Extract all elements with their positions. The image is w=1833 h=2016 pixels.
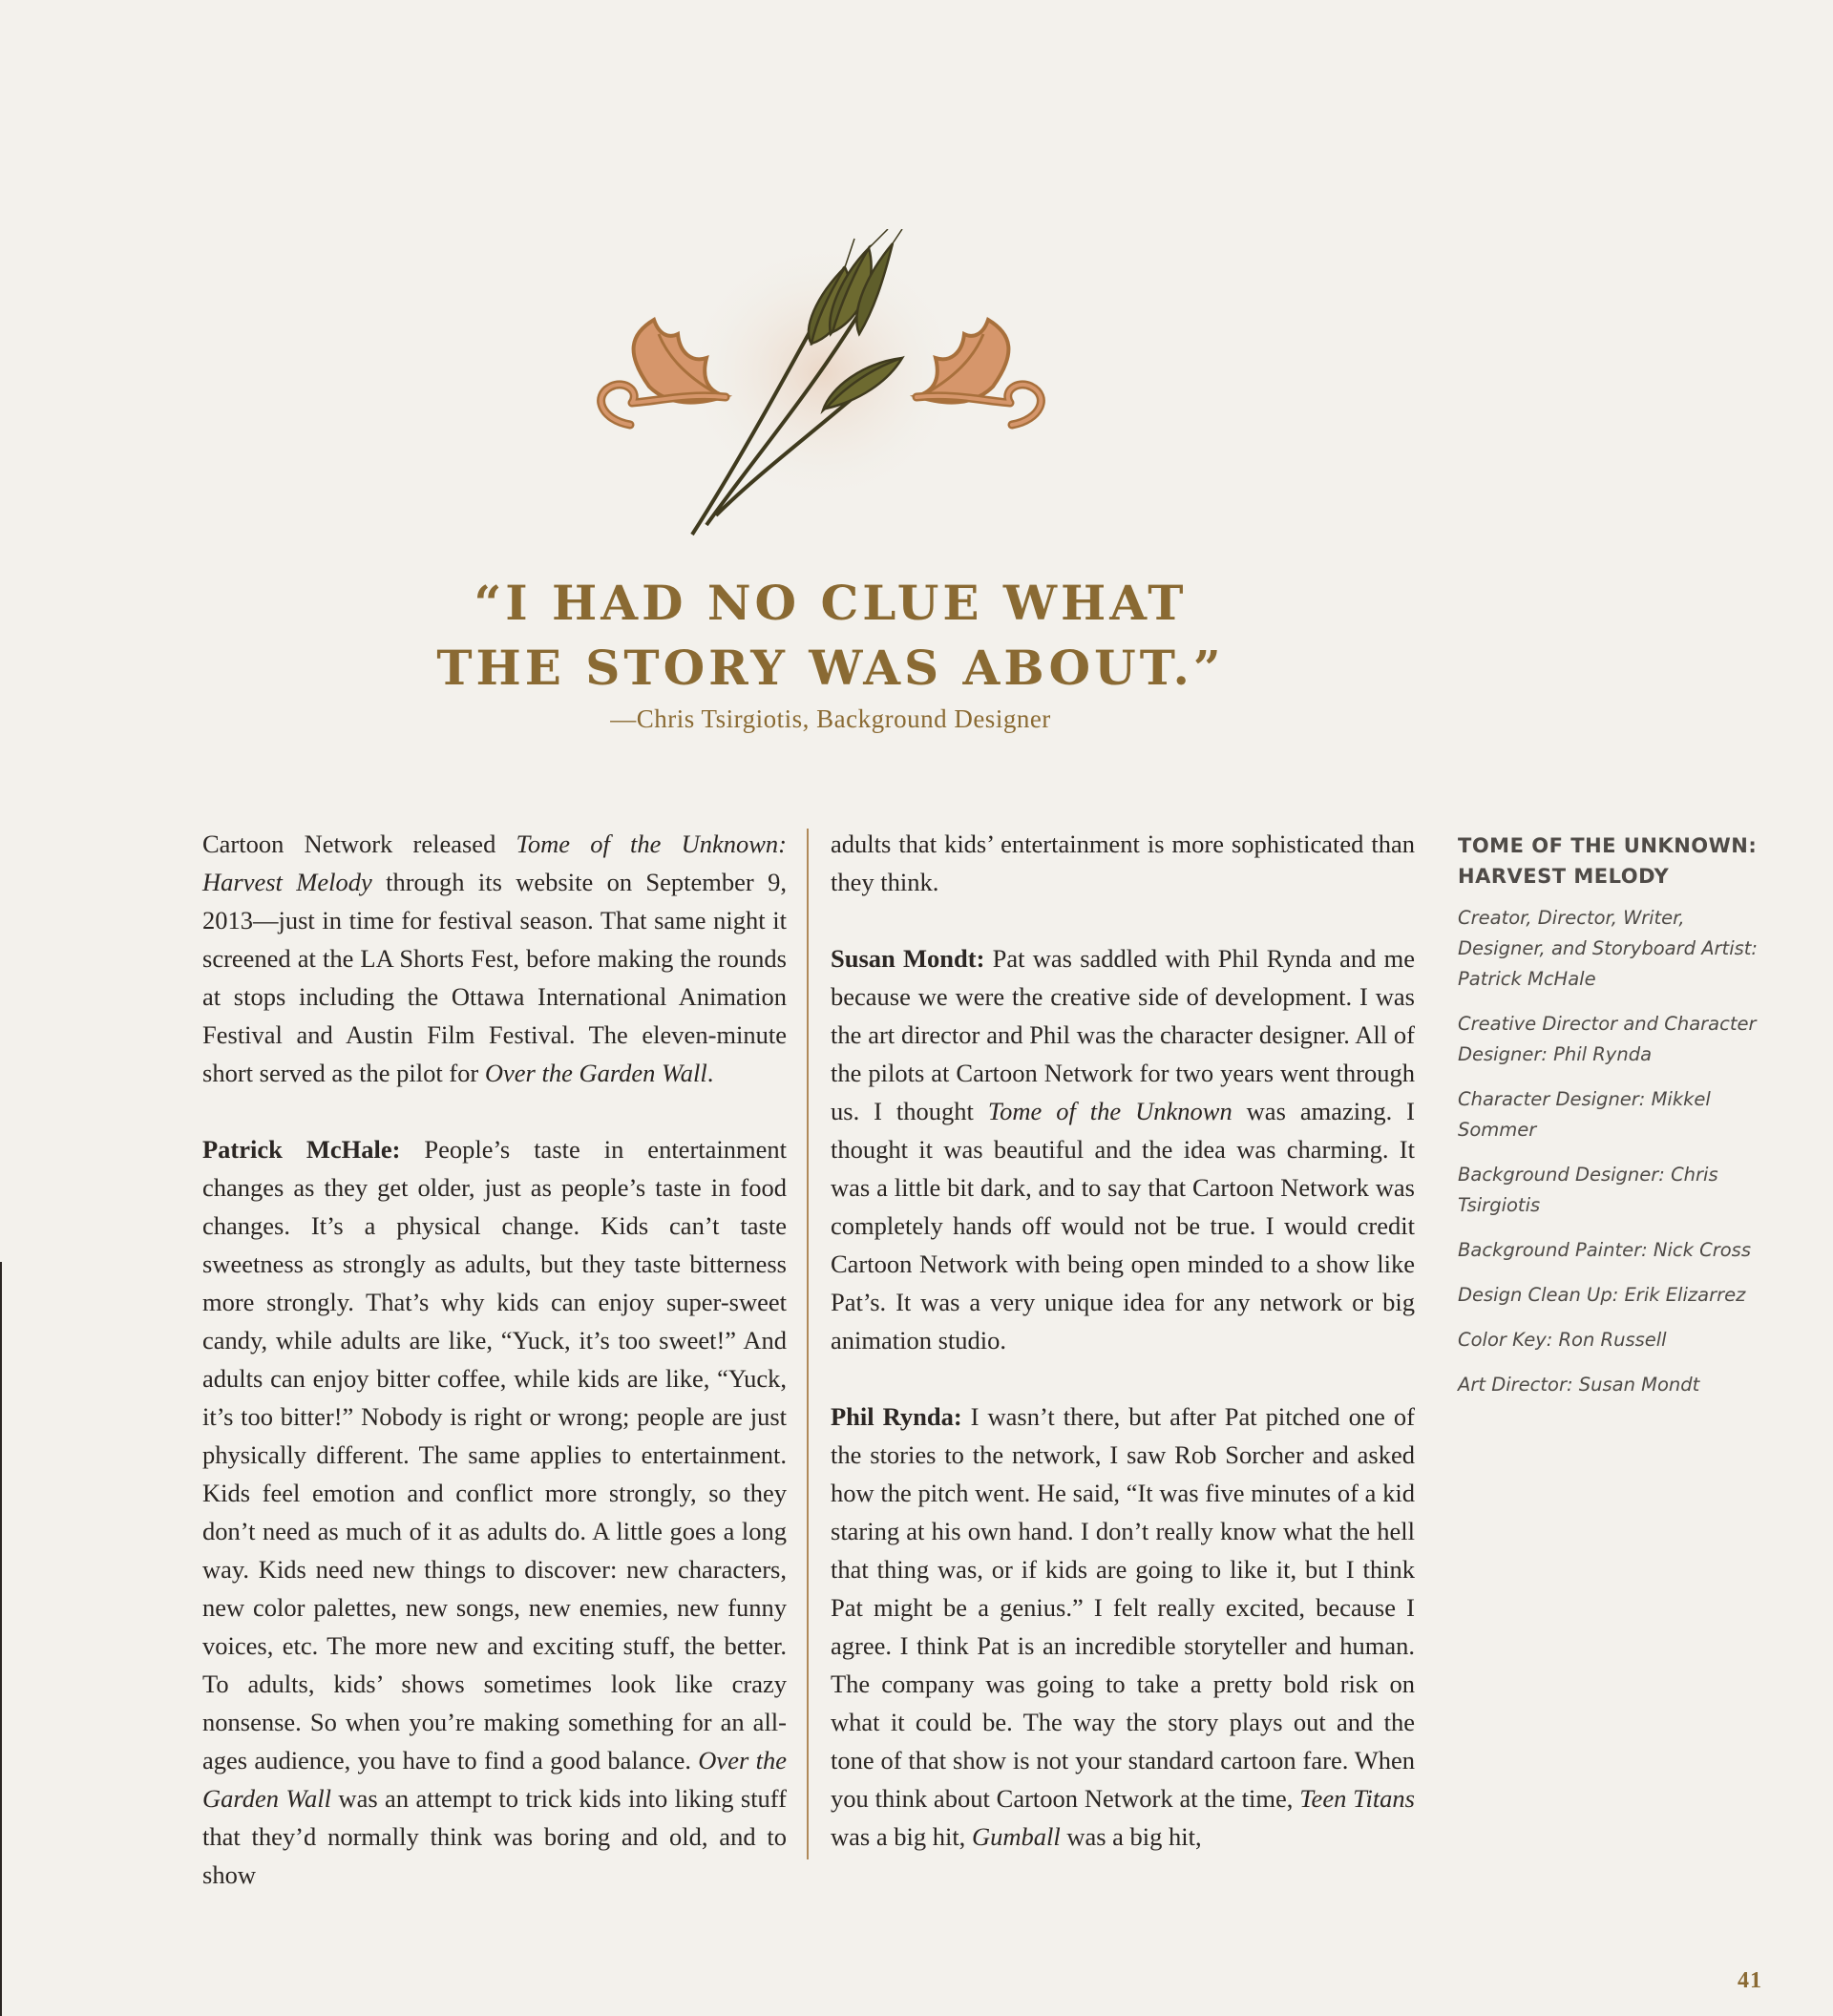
column-divider <box>807 829 809 1859</box>
credits-sidebar <box>1458 830 1773 1415</box>
text-run: was a big hit, <box>831 1822 972 1851</box>
text-column-left <box>202 825 787 1894</box>
text-run: People’s taste in entertainment changes as they get older, just as people’s taste in food changes. It’s a physical change. Kids can’t taste sweetness as strongly as adults, but they taste bitterness more strongly. That’s why kids can enjoy super-sweet candy, while adults are like, “Yuck, it’s too sweet!” And adults can enjoy bitter coffee, while kids are like, “Yuck, it’s too bitter!” Nobody is right or wrong; people are just physically different. The same applies to entertainment. Kids feel emotion and conflict more strongly, so they don’t need as much of it as adults do. A little goes a long way. Kids need new things to discover: new characters, new color palettes, new songs, new enemies, new funny voices, etc. The more new and exciting stuff, the better. To adults, kids’ shows sometimes look like crazy nonsense. So when you’re making something for an all-ages audience, you have to find a good balance. <box>202 1135 787 1774</box>
pull-quote <box>401 571 1260 701</box>
credit-item: Background Designer: Chris Tsirgiotis <box>1458 1164 1718 1216</box>
title-italic: Over the Garden Wall <box>202 1746 787 1813</box>
credits-list <box>1458 903 1773 1400</box>
text-run: was amazing. I thought it was beautiful and the idea was charming. It was a little bit dark, and to say that Cartoon Network was completely hands off would not be true. I would credit Cartoon Network with being open minded to a show like Pat’s. It was a very unique idea for any network or big animation studio. <box>831 1097 1415 1354</box>
pull-quote-line-2: THE STORY WAS ABOUT.” <box>436 640 1225 696</box>
body-paragraph: adults that kids’ entertainment is more sophisticated than they think. <box>831 830 1415 896</box>
pull-quote-line-1: “I HAD NO CLUE WHAT <box>474 575 1188 631</box>
credit-item: Creator, Director, Writer, Designer, and Storyboard Artist: Patrick McHale <box>1458 907 1758 990</box>
speaker-name: Phil Rynda: <box>831 1402 962 1431</box>
title-italic: Tome of the Unknown <box>987 1097 1233 1125</box>
interview-paragraph <box>831 939 1415 1359</box>
text-run: through its website on September 9, 2013—just in time for festival season. That same night it screened at the LA Shorts Fest, before making the rounds at stops including the Ottawa International Animation Festival and Austin Film Festival. The eleven-minute short served as the pilot for <box>202 868 787 1087</box>
text-run: Cartoon Network released <box>202 830 516 858</box>
text-run: . <box>706 1059 714 1087</box>
text-column-right <box>831 825 1415 1856</box>
title-italic: Teen Titans <box>1299 1784 1415 1813</box>
text-run: Pat was saddled with Phil Rynda and me because we were the creative side of development. I was the art director and Phil was the character designer. All of the pilots at Cartoon Network for two years went through us. I thought <box>831 944 1415 1125</box>
interview-paragraph <box>202 1130 787 1894</box>
text-run: I wasn’t there, but after Pat pitched one of the stories to the network, I saw Rob Sorcher and asked how the pitch went. He said, “It was five minutes of a kid staring at his own hand. I don’t really know what the hell that thing was, or if kids are going to like it, but I think Pat might be a genius.” I felt really excited, because I agree. I think Pat is an incredible storyteller and human. The company was going to take a pretty bold risk on what it could be. The way the story plays out and the tone of that show is not your standard cartoon fare. When you think about Cartoon Network at the time, <box>831 1402 1415 1813</box>
title-italic: Over the Garden Wall <box>484 1059 707 1087</box>
credits-title: TOME OF THE UNKNOWN: HARVEST MELODY <box>1458 834 1758 888</box>
body-paragraph <box>202 825 787 1092</box>
credit-item: Background Painter: Nick Cross <box>1458 1239 1751 1261</box>
credit-item: Color Key: Ron Russell <box>1458 1329 1667 1351</box>
credit-item: Character Designer: Mikkel Sommer <box>1458 1088 1711 1141</box>
wheat-ornament <box>573 229 1069 573</box>
title-italic: Gumball <box>971 1822 1061 1851</box>
credit-item: Creative Director and Character Designer: Phil Rynda <box>1458 1013 1757 1065</box>
page-edge-line <box>0 1262 2 2016</box>
interview-paragraph <box>831 1397 1415 1856</box>
page-number: 41 <box>1738 1968 1762 1993</box>
credit-item: Art Director: Susan Mondt <box>1458 1374 1700 1396</box>
text-run: was an attempt to trick kids into liking stuff that they’d normally think was boring and old, and to show <box>202 1784 787 1889</box>
quote-attribution: —Chris Tsirgiotis, Background Designer <box>610 704 1051 733</box>
title-italic: Tome of the Unknown: Harvest Melody <box>202 830 787 896</box>
text-run: was a big hit, <box>1060 1822 1202 1851</box>
speaker-name: Susan Mondt: <box>831 944 985 973</box>
speaker-name: Patrick McHale: <box>202 1135 401 1164</box>
credit-item: Design Clean Up: Erik Elizarrez <box>1458 1284 1746 1306</box>
